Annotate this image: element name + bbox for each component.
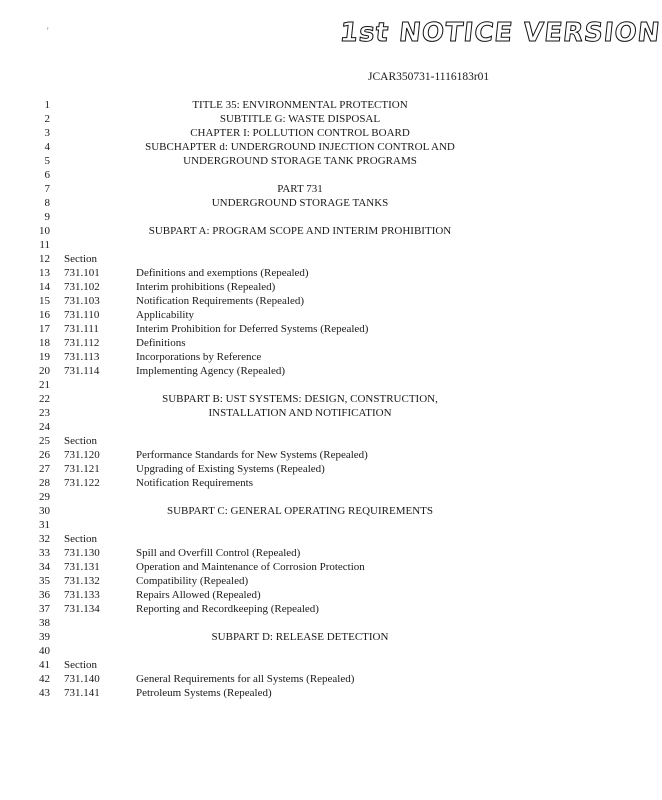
line-number: 38 (39, 617, 50, 629)
document-line (0, 560, 618, 574)
heading-text: TITLE 35: ENVIRONMENTAL PROTECTION (192, 99, 408, 111)
section-title: Interim Prohibition for Deferred Systems (Repealed) (136, 323, 369, 335)
line-number: 10 (39, 225, 50, 237)
document-line (0, 238, 618, 252)
document-line (0, 224, 618, 238)
section-title: Performance Standards for New Systems (Repealed) (136, 449, 368, 461)
document-body (0, 98, 618, 700)
document-line (0, 462, 618, 476)
document-line (0, 336, 618, 350)
line-number: 23 (39, 407, 50, 419)
section-heading: Section (64, 253, 97, 265)
document-line (0, 546, 618, 560)
line-number: 17 (39, 323, 50, 335)
heading-text: UNDERGROUND STORAGE TANKS (211, 197, 389, 209)
line-number: 32 (39, 533, 50, 545)
section-number: 731.133 (64, 589, 100, 601)
section-number: 731.102 (64, 281, 100, 293)
document-line (0, 630, 618, 644)
section-number: 731.131 (64, 561, 100, 573)
corner-mark: ' (47, 26, 49, 36)
section-number: 731.112 (64, 337, 100, 349)
section-number: 731.121 (64, 463, 100, 475)
line-number: 15 (39, 295, 50, 307)
section-number: 731.101 (64, 267, 100, 279)
document-line (0, 378, 618, 392)
section-number: 731.120 (64, 449, 100, 461)
section-heading: Section (64, 435, 97, 447)
document-line (0, 252, 618, 266)
document-line (0, 672, 618, 686)
heading-text: SUBCHAPTER d: UNDERGROUND INJECTION CONTROL AND (145, 141, 455, 153)
document-line (0, 182, 618, 196)
section-heading: Section (64, 533, 97, 545)
document-line (0, 140, 618, 154)
document-line (0, 126, 618, 140)
section-title: Reporting and Recordkeeping (Repealed) (136, 603, 319, 615)
line-number: 19 (39, 351, 50, 363)
line-number: 35 (39, 575, 50, 587)
document-line (0, 196, 618, 210)
section-number: 731.103 (64, 295, 100, 307)
section-title: Notification Requirements (136, 477, 253, 489)
document-line (0, 616, 618, 630)
line-number: 22 (39, 393, 50, 405)
section-title: Compatibility (Repealed) (136, 575, 249, 587)
line-number: 3 (44, 127, 50, 139)
line-number: 1 (44, 99, 50, 111)
document-line (0, 448, 618, 462)
line-number: 42 (39, 673, 50, 685)
notice-version-stamp: 1st NOTICE VERSION (338, 18, 662, 48)
line-number: 9 (44, 211, 50, 223)
document-line (0, 574, 618, 588)
section-number: 731.110 (64, 309, 100, 321)
document-line (0, 98, 618, 112)
section-number: 731.122 (64, 477, 100, 489)
heading-text: SUBPART B: UST SYSTEMS: DESIGN, CONSTRUCTION, (162, 393, 438, 405)
section-number: 731.130 (64, 547, 100, 559)
section-title: Implementing Agency (Repealed) (136, 365, 286, 377)
line-number: 25 (39, 435, 50, 447)
line-number: 5 (44, 155, 50, 167)
line-number: 29 (39, 491, 50, 503)
line-number: 14 (39, 281, 50, 293)
heading-text: SUBTITLE G: WASTE DISPOSAL (219, 113, 381, 125)
line-number: 43 (39, 687, 50, 699)
line-number: 6 (44, 169, 50, 181)
document-line (0, 168, 618, 182)
line-number: 11 (39, 239, 50, 251)
document-line (0, 280, 618, 294)
section-number: 731.132 (64, 575, 100, 587)
section-number: 731.140 (64, 673, 100, 685)
line-number: 13 (39, 267, 50, 279)
section-title: Upgrading of Existing Systems (Repealed) (136, 463, 325, 475)
document-line (0, 322, 618, 336)
document-line (0, 350, 618, 364)
document-line (0, 504, 618, 518)
line-number: 26 (39, 449, 50, 461)
line-number: 39 (39, 631, 50, 643)
line-number: 37 (39, 603, 50, 615)
document-line (0, 392, 618, 406)
document-line (0, 476, 618, 490)
document-line (0, 490, 618, 504)
document-line (0, 420, 618, 434)
section-title: Interim prohibitions (Repealed) (136, 281, 276, 293)
line-number: 33 (39, 547, 50, 559)
section-title: Notification Requirements (Repealed) (136, 295, 304, 307)
line-number: 21 (39, 379, 50, 391)
document-id: JCAR350731-1116183r01 (368, 71, 490, 83)
line-number: 18 (39, 337, 50, 349)
line-number: 36 (39, 589, 50, 601)
section-title: Spill and Overfill Control (Repealed) (136, 547, 301, 559)
document-line (0, 210, 618, 224)
line-number: 8 (44, 197, 50, 209)
document-line (0, 112, 618, 126)
document-line (0, 532, 618, 546)
heading-text: UNDERGROUND STORAGE TANK PROGRAMS (183, 155, 417, 167)
heading-text: INSTALLATION AND NOTIFICATION (208, 407, 392, 419)
heading-text: SUBPART D: RELEASE DETECTION (211, 631, 389, 643)
section-title: Operation and Maintenance of Corrosion Protection (136, 561, 365, 573)
document-line (0, 266, 618, 280)
line-number: 40 (39, 645, 50, 657)
section-number: 731.113 (64, 351, 100, 363)
line-number: 7 (44, 183, 50, 195)
document-line (0, 406, 618, 420)
section-title: Petroleum Systems (Repealed) (136, 687, 272, 699)
line-number: 4 (44, 141, 50, 153)
document-line (0, 294, 618, 308)
document-line (0, 686, 618, 700)
document-line (0, 658, 618, 672)
document-line (0, 644, 618, 658)
line-number: 31 (39, 519, 50, 531)
section-heading: Section (64, 659, 97, 671)
section-title: Definitions and exemptions (Repealed) (136, 267, 309, 279)
section-number: 731.111 (64, 323, 99, 335)
line-number: 30 (39, 505, 50, 517)
line-number: 20 (39, 365, 50, 377)
document-line (0, 518, 618, 532)
heading-text: PART 731 (277, 183, 323, 195)
line-number: 27 (39, 463, 50, 475)
section-number: 731.141 (64, 687, 100, 699)
section-title: Definitions (136, 337, 186, 349)
document-line (0, 154, 618, 168)
line-number: 24 (39, 421, 50, 433)
heading-text: SUBPART C: GENERAL OPERATING REQUIREMENTS (166, 505, 433, 517)
line-number: 12 (39, 253, 50, 265)
heading-text: SUBPART A: PROGRAM SCOPE AND INTERIM PROHIBITION (148, 225, 452, 237)
document-line (0, 364, 618, 378)
section-title: General Requirements for all Systems (Repealed) (136, 673, 355, 685)
line-number: 34 (39, 561, 50, 573)
line-number: 2 (44, 113, 50, 125)
line-number: 28 (39, 477, 50, 489)
heading-text: CHAPTER I: POLLUTION CONTROL BOARD (190, 127, 410, 139)
line-number: 41 (39, 659, 50, 671)
section-title: Repairs Allowed (Repealed) (136, 589, 261, 601)
document-line (0, 308, 618, 322)
document-line (0, 434, 618, 448)
section-number: 731.114 (64, 365, 100, 377)
line-number: 16 (39, 309, 50, 321)
section-number: 731.134 (64, 603, 100, 615)
section-title: Incorporations by Reference (136, 351, 262, 363)
document-line (0, 588, 618, 602)
section-title: Applicability (136, 309, 195, 321)
document-line (0, 602, 618, 616)
